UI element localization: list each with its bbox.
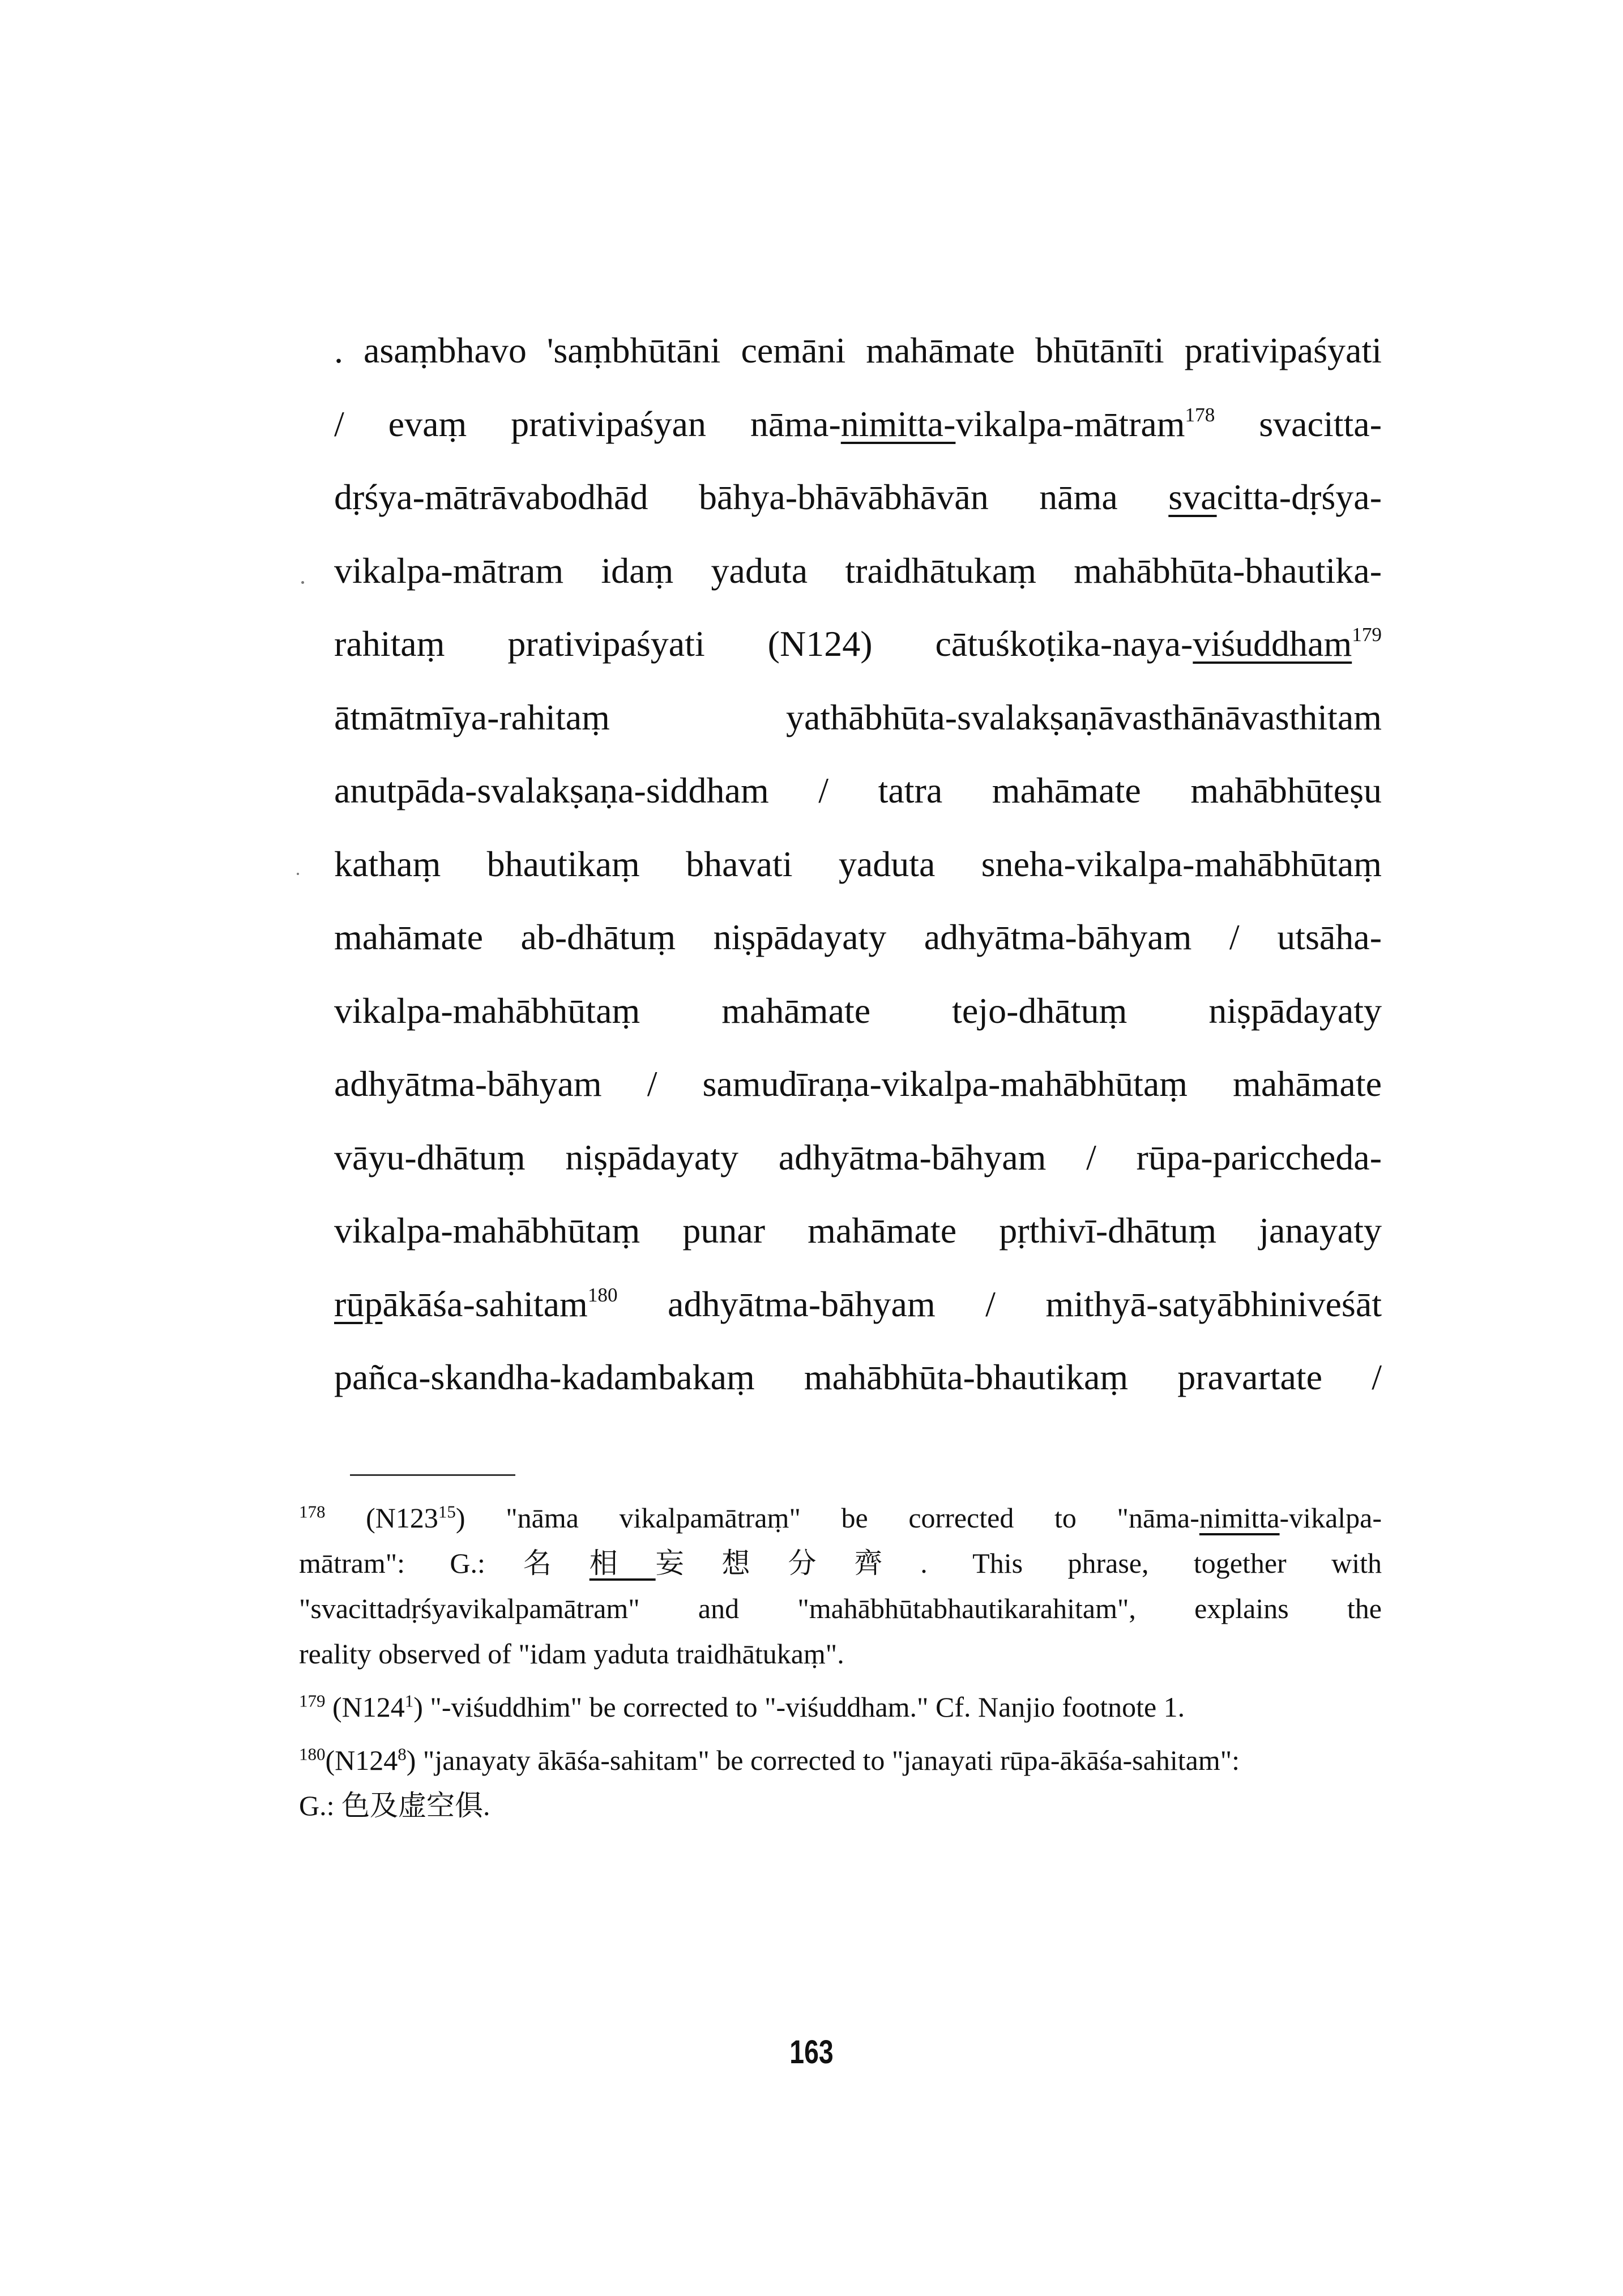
underlined-word: nimitta [1199,1502,1280,1534]
text-line: . asaṃbhavo 'saṃbhūtāni cemāni mahāmate bhūtānīti prativipaśyati [334,330,1382,370]
footnote-number: 179 [299,1691,326,1711]
footnote-line: mātram": G.:名相妄想分齊. This phrase, together with [299,1547,1382,1579]
text-line: kathaṃ bhautikaṃ bhavati yaduta sneha-vikalpa-mahābhūtaṃ [334,843,1382,884]
text-line: pañca-skandha-kadambakaṃ mahābhūta-bhautikaṃ pravartate / [334,1357,1382,1397]
page-number: 163 [789,2034,834,2071]
underlined-word: nimitta- [840,403,956,444]
text-line: ātmātmīya-rahitaṃ yathābhūta-svalakṣaṇāvasthānāvasthitam [334,697,1382,737]
footnote-179 [299,1684,1382,1730]
text-line: mahāmate ab-dhātuṃ niṣpādayaty adhyātma-bāhyam / utsāha- [334,917,1382,957]
footnote-divider [350,1474,515,1476]
text-line: / evaṃ prativipaśyan nāma-nimitta-vikalpa-mātram$^{178}$ svacitta- [334,403,1382,444]
text-line: dṛśya-mātrāvabodhād bāhya-bhāvābhāvān nāma svacitta-dṛśya- [334,477,1382,517]
footnote-line: "svacittadṛśyavikalpamātram" and "mahābhūtabhautikarahitam", explains the [299,1593,1382,1624]
scan-speck [297,873,299,875]
underlined-word: rūp [334,1283,383,1324]
main-text-block [334,314,1382,1414]
text-line: anutpāda-svalakṣaṇa-siddham / tatra mahāmate mahābhūteṣu [334,770,1382,810]
footnote-line: reality observed of "idam yaduta traidhātukaṃ". [299,1638,844,1670]
underlined-word: viśuddham [1193,624,1352,664]
text-line: vikalpa-mātram idaṃ yaduta traidhātukaṃ mahābhūta-bhautika- [334,550,1382,591]
footnote-number: 180 [299,1744,326,1764]
scan-speck [301,581,304,584]
footnote-ref-178[interactable]: 178 [1185,403,1215,426]
footnote-ref-179[interactable]: 179 [1352,624,1382,646]
footnote-178 [299,1495,1382,1676]
footnote-line: $^{178}$ (N123$^{15}$) "nāma vikalpamātraṃ" be corrected to "nāma-nimitta-vikalpa- [299,1501,1382,1534]
footnote-line: G.: 色及虚空俱. [299,1790,490,1821]
footnote-180 [299,1738,1382,1828]
footnote-line: $^{180}$(N124$^8$) "janayaty ākāśa-sahitam" be corrected to "janayati rūpa-ākāśa-sahitam": [299,1744,1240,1776]
footnotes [299,1495,1382,1828]
footnote-number: 178 [299,1501,326,1522]
text-line: vāyu-dhātuṃ niṣpādayaty adhyātma-bāhyam / rūpa-pariccheda- [334,1137,1382,1177]
text-line: vikalpa-mahābhūtaṃ punar mahāmate pṛthivī-dhātuṃ janayaty [334,1210,1382,1251]
underlined-word: 相 [589,1547,656,1579]
underlined-word: sva [1168,477,1217,517]
footnote-ref-180[interactable]: 180 [587,1283,618,1306]
text-line: adhyātma-bāhyam / samudīraṇa-vikalpa-mahābhūtaṃ mahāmate [334,1064,1382,1104]
text-line: rahitaṃ prativipaśyati (N124) cātuśkoṭika-naya-viśuddham$^{179}$ [334,624,1382,664]
text-line: rūpākāśa-sahitam$^{180}$ adhyātma-bāhyam / mithyā-satyābhiniveśāt [334,1283,1382,1324]
footnote-line: $^{179}$ (N124$^1$) "-viśuddhim" be corrected to "-viśuddham." Cf. Nanjio footnote 1. [299,1691,1185,1723]
text-line: vikalpa-mahābhūtaṃ mahāmate tejo-dhātuṃ niṣpādayaty [334,990,1382,1031]
